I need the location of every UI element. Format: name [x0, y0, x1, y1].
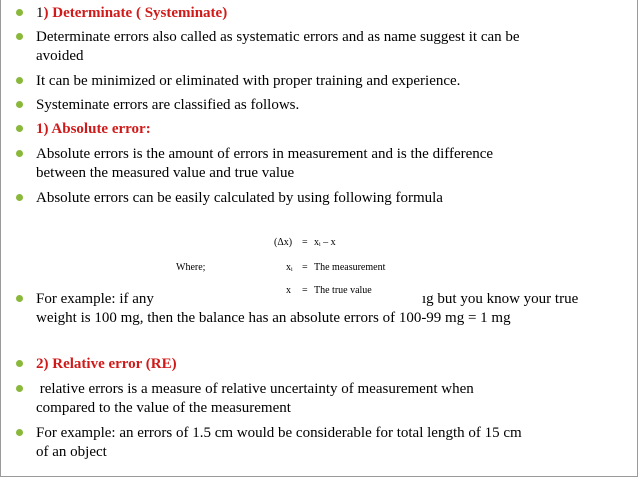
formula-rhs: xᵢ – x [314, 237, 336, 248]
formula-lhs: (Δx) [274, 237, 293, 248]
list-item: relative errors is a measure of relative uncertainty of measurement when [36, 381, 474, 397]
list-item: Absolute errors can be easily calculated by using following formula [36, 190, 443, 206]
formula-equals: = [302, 237, 308, 248]
heading-text: ) Determinate ( Systeminate) [43, 5, 228, 21]
list-item: Absolute errors is the amount of errors in measurement and is the difference [36, 146, 494, 162]
bullet-icon [16, 77, 23, 84]
list-item-part-a: For example: if any [36, 291, 154, 307]
bullet-icon [16, 295, 23, 302]
list-item-part-b: ıg but you know your true [422, 291, 579, 307]
list-item: It can be minimized or eliminated with proper training and experience. [36, 73, 461, 89]
section-heading-determinate [36, 4, 626, 23]
formula-equals: = [302, 262, 308, 273]
list-item-continuation: between the measured value and true value [36, 165, 295, 181]
formula-def-measurement: The measurement [314, 262, 386, 273]
section-heading-absolute-error: 1) Absolute error: [36, 121, 151, 137]
formula-equals: = [302, 285, 308, 296]
heading-number: 1 [36, 5, 44, 21]
section-heading-relative-error: 2) Relative error (RE) [36, 356, 177, 372]
bullet-icon [16, 101, 23, 108]
formula-def-true-value: The true value [314, 285, 372, 296]
formula-symbol-xi: xᵢ [286, 262, 293, 273]
list-item-continuation: of an object [36, 444, 107, 460]
formula-symbol-x: x [286, 285, 291, 296]
list-item-continuation: weight is 100 mg, then the balance has an absolute errors of 100-99 mg = 1 mg [36, 310, 511, 326]
list-item-continuation: compared to the value of the measurement [36, 400, 291, 416]
list-item: Systeminate errors are classified as follows. [36, 97, 300, 113]
bullet-icon [16, 125, 23, 132]
list-item-continuation: avoided [36, 48, 84, 64]
formula-where-label: Where; [176, 262, 206, 273]
list-item: For example: an errors of 1.5 cm would be considerable for total length of 15 cm [36, 425, 522, 441]
bullet-icon [16, 429, 23, 436]
bullet-icon [16, 9, 23, 16]
list-item: Determinate errors also called as systematic errors and as name suggest it can be [36, 29, 520, 45]
bullet-icon [16, 385, 23, 392]
bullet-icon [16, 194, 23, 201]
bullet-icon [16, 360, 23, 367]
bullet-icon [16, 150, 23, 157]
bullet-icon [16, 33, 23, 40]
